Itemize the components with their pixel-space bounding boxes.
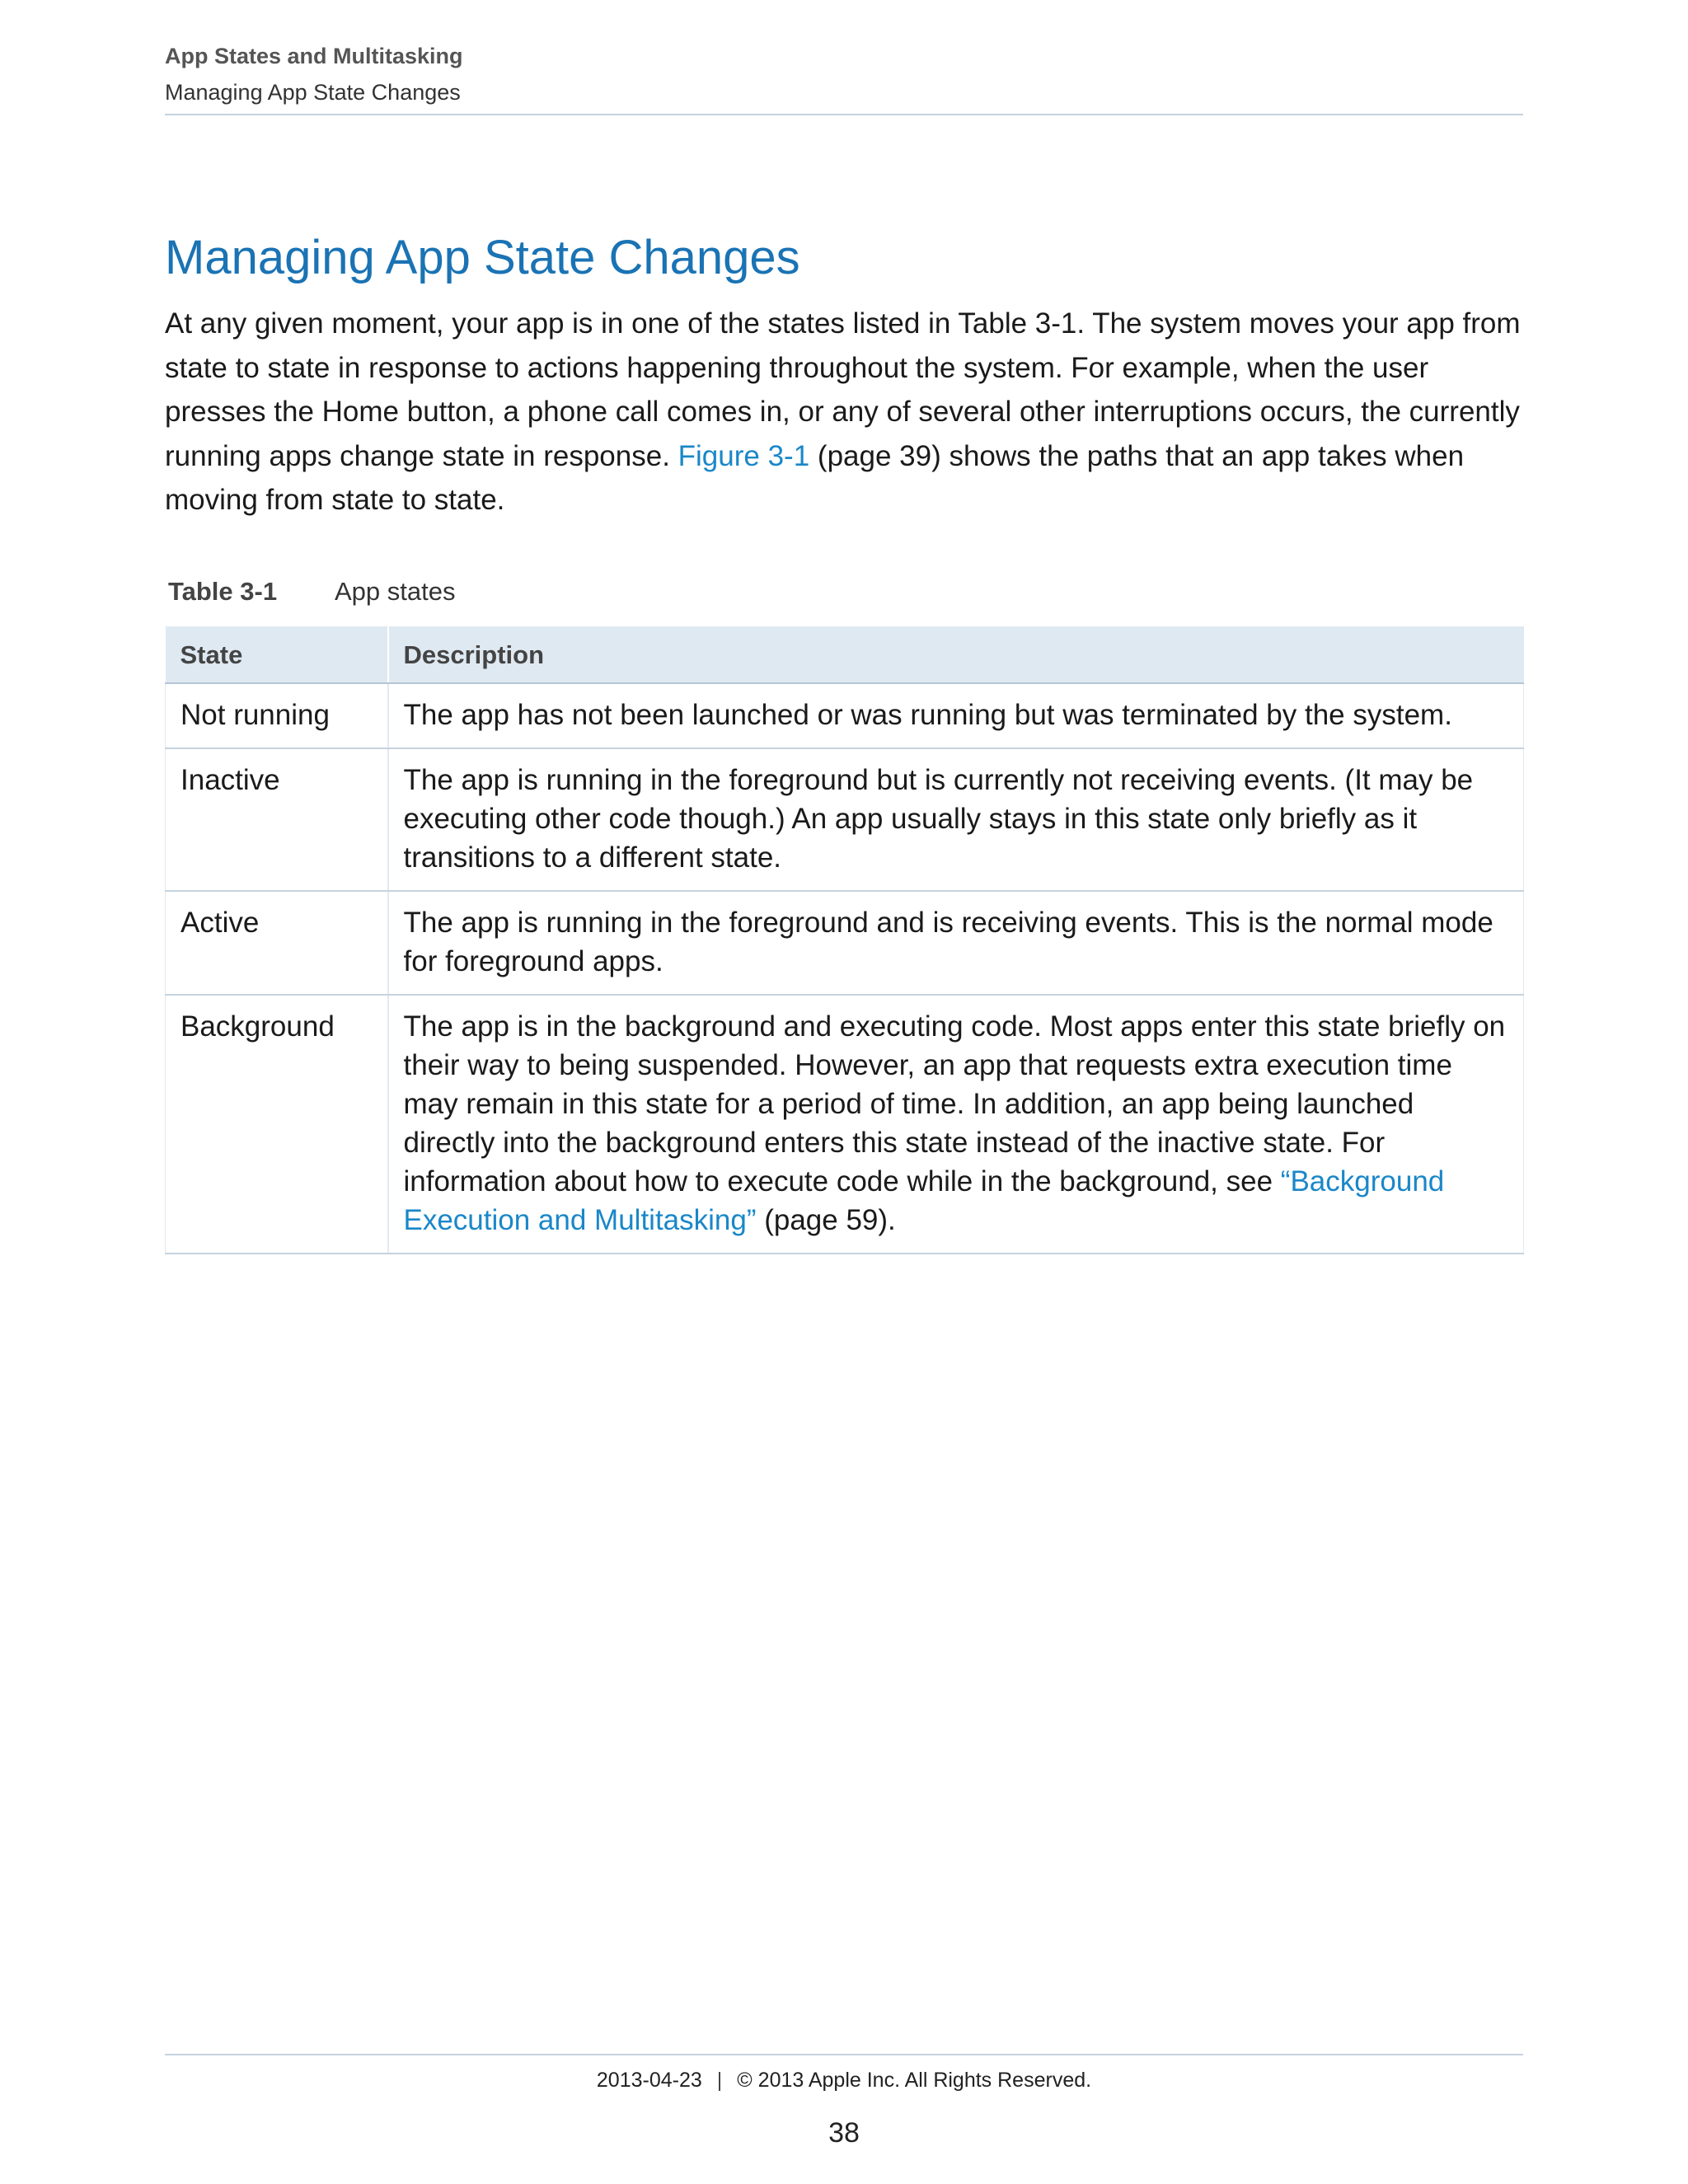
header-divider — [165, 114, 1523, 115]
intro-paragraph — [165, 302, 1525, 523]
footer-date: 2013-04-23 — [596, 2069, 702, 2092]
running-header — [165, 40, 1523, 109]
footer-separator: | — [716, 2069, 723, 2092]
footer-divider — [165, 2054, 1523, 2055]
intro-text-before: At any given moment, your app is in one of the states listed in Table 3-1. The system moves your app from state to state in response to actions happening throughout the system. For example, when the user presses the Home button, a phone call comes in, or any of several other interruptions occurs, the currently running apps change state in response. — [165, 307, 1521, 472]
chapter-title: App States and Multitasking — [165, 44, 463, 68]
table-caption-number: Table 3-1 — [168, 577, 278, 606]
description-cell: The app is running in the foreground but is currently not receiving events. (It may be executing other code though.) An app usually stays in this state only briefly as it transitions to a different state. — [388, 748, 1524, 891]
table-row — [166, 748, 1524, 891]
state-cell: Not running — [166, 683, 388, 748]
figure-link[interactable]: Figure 3-1 — [678, 439, 810, 472]
background-execution-link[interactable]: “Background Execution and Multitasking” — [403, 1165, 1445, 1236]
description-text: The app is in the background and executing code. Most apps enter this state briefly on their way to being suspended. However, an app that requests extra execution time may remain in this state for a period of time. In addition, an app being launched directly into the background enters this state instead of the inactive state. For information about how to execute code while in the background, see — [403, 1010, 1506, 1197]
table-caption-title: App states — [335, 577, 456, 606]
header-description: Description — [388, 626, 1524, 683]
description-cell: The app is running in the foreground and is receiving events. This is the normal mode for foreground apps. — [388, 891, 1524, 995]
description-text-after: (page 59). — [756, 1204, 896, 1236]
state-cell: Active — [166, 891, 388, 995]
footer — [0, 2064, 1688, 2097]
state-cell: Background — [166, 995, 388, 1254]
state-cell: Inactive — [166, 748, 388, 891]
table-row — [166, 891, 1524, 995]
description-cell — [388, 995, 1524, 1254]
page-title: Managing App State Changes — [165, 231, 800, 284]
table-row — [166, 995, 1524, 1254]
footer-copyright: © 2013 Apple Inc. All Rights Reserved. — [737, 2069, 1092, 2092]
header-state: State — [166, 626, 388, 683]
section-title: Managing App State Changes — [165, 80, 461, 105]
intro-text-after: (page 39) shows the paths that an app takes when moving from state to state. — [165, 439, 1465, 516]
description-cell: The app has not been launched or was running but was terminated by the system. — [388, 683, 1524, 748]
app-states-table — [165, 626, 1524, 1254]
table-row — [166, 683, 1524, 748]
table-header-row — [166, 626, 1524, 683]
table-caption — [168, 574, 455, 610]
page-number: 38 — [828, 2117, 860, 2149]
